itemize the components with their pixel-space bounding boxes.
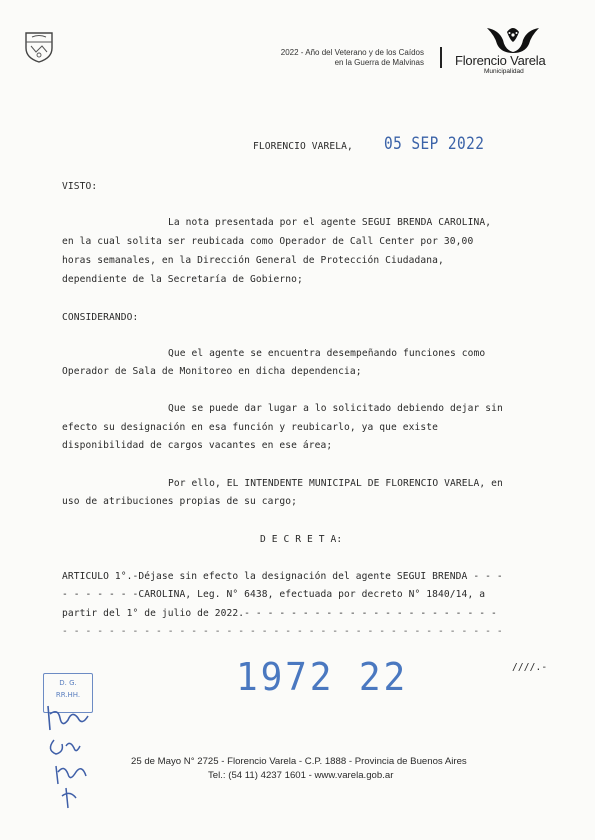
- considerando-line: efecto su designación en esa función y reubicarlo, ya que existe: [62, 422, 439, 433]
- footer-address: 25 de Mayo N° 2725 - Florencio Varela - C.P. 1888 - Provincia de Buenos Aires: [131, 756, 467, 767]
- page-continuation-mark: ////.-: [512, 662, 548, 673]
- decreta-heading: D E C R E T A:: [260, 534, 343, 545]
- municipal-crest-icon: [22, 30, 56, 64]
- considerando-line: uso de atribuciones propias de su cargo;: [62, 496, 298, 507]
- stamp-line-2: RR.HH.: [55, 691, 81, 699]
- header-divider: [440, 47, 442, 68]
- article-line: ARTICULO 1°.-Déjase sin efecto la designación del agente SEGUI BRENDA - - -: [62, 571, 503, 582]
- brand-subtitle: Municipalidad: [484, 68, 524, 75]
- visto-line: en la cual solita ser reubicada como Operador de Call Center por 30,00: [62, 236, 474, 247]
- handwritten-initials: [40, 700, 100, 814]
- considerando-line: Que se puede dar lugar a lo solicitado debiendo dejar sin: [168, 403, 503, 414]
- article-line: - - - - - - -CAROLINA, Leg. N° 6438, efectuada por decreto N° 1840/14, a: [62, 589, 486, 600]
- considerando-heading: CONSIDERANDO:: [62, 312, 139, 323]
- year-slogan: [210, 48, 424, 67]
- slogan-line-2: en la Guerra de Malvinas: [334, 57, 424, 67]
- visto-line: La nota presentada por el agente SEGUI BRENDA CAROLINA,: [168, 217, 492, 228]
- footer-contact: Tel.: (54 11) 4237 1601 - www.varela.gob.ar: [208, 770, 394, 781]
- stamp-line-1: D. G.: [59, 679, 77, 687]
- date-stamp: 05 SEP 2022: [384, 134, 485, 154]
- article-line: - - - - - - - - - - - - - - - - - - - - - - - - - - - - - - - - - - - - - -: [62, 626, 503, 637]
- considerando-line: Que el agente se encuentra desempeñando funciones como: [168, 348, 486, 359]
- considerando-line: Operador de Sala de Monitoreo en dicha dependencia;: [62, 366, 362, 377]
- date-place: FLORENCIO VARELA,: [253, 141, 353, 152]
- considerando-line: Por ello, EL INTENDENTE MUNICIPAL DE FLORENCIO VARELA, en: [168, 478, 503, 489]
- decree-number-stamp: 1972 22: [236, 655, 409, 699]
- considerando-line: disponibilidad de cargos vacantes en ese área;: [62, 440, 333, 451]
- slogan-line-1: 2022 - Año del Veterano y de los Caídos: [280, 48, 424, 57]
- article-line: partir del 1° de julio de 2022.- - - - - - - - - - - - - - - - - - - - - -: [62, 608, 497, 619]
- florencio-varela-logo-icon: [485, 26, 541, 54]
- visto-line: dependiente de la Secretaría de Gobierno;: [62, 274, 303, 285]
- brand-name: Florencio Varela: [455, 53, 546, 68]
- visto-line: horas semanales, en la Dirección General de Protección Ciudadana,: [62, 255, 444, 266]
- visto-heading: VISTO:: [62, 181, 98, 192]
